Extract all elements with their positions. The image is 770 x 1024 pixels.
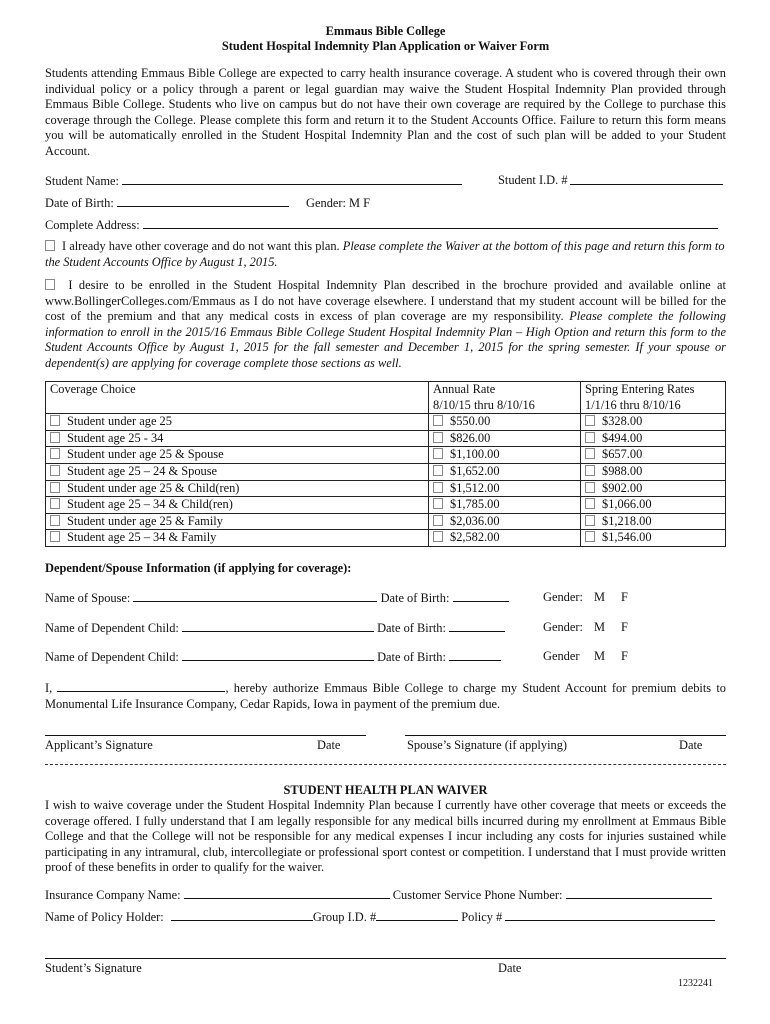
option-checkbox[interactable]	[585, 498, 595, 509]
waive-option	[45, 239, 726, 270]
child-label: Name of Dependent Child:	[45, 621, 179, 635]
cell-text: $1,785.00	[450, 497, 500, 512]
cell-text: $902.00	[602, 480, 643, 495]
spouse-gender-f[interactable]: F	[621, 590, 628, 604]
cell-text: Student under age 25 & Family	[67, 513, 223, 528]
option-checkbox[interactable]	[433, 432, 443, 443]
insurance-row	[45, 887, 726, 904]
coverage-choice-cell	[46, 480, 429, 497]
authorization	[45, 680, 726, 712]
child-gender-f[interactable]: F	[621, 620, 628, 634]
enroll-checkbox[interactable]	[45, 279, 55, 290]
option-checkbox[interactable]	[50, 531, 60, 542]
option-checkbox[interactable]	[433, 498, 443, 509]
intro-paragraph: Students attending Emmaus Bible College are expected to carry health insurance coverage. A student who is covered through their own individual policy or a policy through a parent or legal guardian may waive the Student Hospital Indemnity Plan provided through Emmaus Bible College. Students who live on campus but do not have their own coverage are required by the College to purchase this coverage through the College. Please complete this form and return it to the Student Accounts Office. Failure to return this form means you will be automatically enrolled in the Student Hospital Indemnity Plan and the cost of such plan will be added to your Student Account.	[45, 66, 726, 158]
child-row-1	[45, 620, 726, 637]
option-checkbox[interactable]	[585, 432, 595, 443]
form-title: Student Hospital Indemnity Plan Application or Waiver Form	[221, 39, 550, 53]
option-checkbox[interactable]	[50, 415, 60, 426]
option-checkbox[interactable]	[50, 448, 60, 459]
annual-rate-cell	[429, 530, 581, 547]
dob-field[interactable]	[117, 195, 289, 207]
table-header	[46, 382, 726, 414]
applicant-signature-label: Applicant’s Signature	[45, 738, 153, 752]
child-gender-m[interactable]: M	[594, 649, 606, 663]
cell-text: $2,582.00	[450, 530, 500, 545]
applicant-signature-line[interactable]	[45, 735, 366, 736]
dob-row	[45, 195, 726, 212]
table-row	[46, 513, 726, 530]
annual-rate-cell	[429, 447, 581, 464]
option-checkbox[interactable]	[50, 482, 60, 493]
cell-text: Student under age 25	[67, 414, 172, 429]
insurance-field[interactable]	[184, 887, 390, 899]
spouse-gender-m[interactable]: M	[594, 590, 606, 604]
option-checkbox[interactable]	[433, 448, 443, 459]
option-checkbox[interactable]	[433, 531, 443, 542]
applicant-date-label: Date	[317, 738, 341, 752]
form-number: 1232241	[678, 978, 713, 989]
dependent-heading: Dependent/Spouse Information (if applying for coverage):	[45, 561, 352, 575]
child-gender-label: Gender	[543, 649, 580, 663]
student-date-label: Date	[498, 961, 522, 975]
spring-rate-cell	[581, 497, 726, 514]
waive-instructions: Please complete the Waiver at the bottom of this page and return this form to the Student Accounts Office by August 1, 2015.	[45, 239, 725, 269]
table-row	[46, 530, 726, 547]
cell-text: $1,066.00	[602, 497, 652, 512]
annual-rate-cell	[429, 497, 581, 514]
student-name-field[interactable]	[122, 173, 462, 185]
enroll-text: I desire to be enrolled in the Student Hospital Indemnity Plan described in the brochure provided and available online at www.BollingerColleges.com/Emmaus as I do not have coverage elsewhere. I understand that my student account will be billed for the cost of the premium and that any medical costs in excess of plan coverage are my responsibility.	[45, 278, 726, 324]
spring-rate-cell	[581, 480, 726, 497]
option-checkbox[interactable]	[433, 415, 443, 426]
option-checkbox[interactable]	[50, 515, 60, 526]
student-signature-label: Student’s Signature	[45, 961, 142, 975]
holder-field[interactable]	[171, 909, 313, 921]
cell-text: $1,652.00	[450, 463, 500, 478]
enroll-instructions: Please complete the following information to enroll in the 2015/16 Emmaus Bible College Student Hospital Indemnity Plan – High Option and return this form to the Student Accounts Office by August 1, 2015 for the fall semester and December 1, 2015 for the spring semester. If your spouse or dependent(s) are applying for coverage complete those sections as well.	[45, 309, 726, 370]
coverage-choice-cell	[46, 414, 429, 431]
child-gender-label: Gender:	[543, 620, 583, 634]
option-checkbox[interactable]	[585, 482, 595, 493]
holder-label: Name of Policy Holder:	[45, 910, 164, 924]
annual-rate-cell	[429, 463, 581, 480]
waive-checkbox[interactable]	[45, 240, 55, 251]
coverage-choice-cell	[46, 513, 429, 530]
group-field[interactable]	[376, 909, 458, 921]
cell-text: Student age 25 – 34 & Family	[67, 530, 217, 545]
cell-text: Student age 25 - 34	[67, 430, 164, 445]
dob-label: Date of Birth:	[45, 196, 114, 210]
spring-rate-cell	[581, 530, 726, 547]
option-checkbox[interactable]	[585, 415, 595, 426]
cell-text: $494.00	[602, 430, 643, 445]
spouse-signature-label: Spouse’s Signature (if applying)	[407, 738, 568, 752]
spouse-name-field[interactable]	[133, 590, 377, 602]
child-row-2	[45, 649, 726, 666]
coverage-choice-cell	[46, 497, 429, 514]
table-row	[46, 447, 726, 464]
cell-text: Student under age 25 & Child(ren)	[67, 480, 240, 495]
coverage-choice-cell	[46, 530, 429, 547]
option-checkbox[interactable]	[50, 465, 60, 476]
cell-text: $1,512.00	[450, 480, 500, 495]
child-gender-f[interactable]: F	[621, 649, 628, 663]
cell-text: Student under age 25 & Spouse	[67, 447, 224, 462]
spring-rate-cell	[581, 513, 726, 530]
college-name: Emmaus Bible College	[325, 24, 446, 38]
cell-text: $1,546.00	[602, 530, 652, 545]
annual-rate-cell	[429, 414, 581, 431]
cell-text: $657.00	[602, 447, 643, 462]
spouse-dob-label: Date of Birth:	[380, 591, 450, 605]
gender-label[interactable]: Gender: M F	[306, 196, 371, 210]
spouse-label: Name of Spouse:	[45, 591, 131, 605]
spring-rate-cell	[581, 430, 726, 447]
table-row	[46, 430, 726, 447]
table-row	[46, 463, 726, 480]
spring-rate-cell	[581, 414, 726, 431]
waiver-paragraph: I wish to waive coverage under the Student Hospital Indemnity Plan because I currently have other coverage that meets or exceeds the coverage offered. I fully understand that I am legally responsible for any medical bills incurred during my enrollment at Emmaus Bible College and that the College will not be responsible for any medical expenses I incur including any costs for injuries sustained while participating in any intramural, club, intercollegiate or professional sport contest or competition. I understand that I must provide written proof of these benefits in order to qualify for the waiver.	[45, 798, 726, 875]
cell-text: $2,036.00	[450, 513, 500, 528]
child-dob-field[interactable]	[449, 620, 505, 632]
address-field[interactable]	[143, 217, 718, 229]
option-checkbox[interactable]	[433, 482, 443, 493]
option-checkbox[interactable]	[433, 515, 443, 526]
child-gender-m[interactable]: M	[594, 620, 606, 634]
insurance-label: Insurance Company Name:	[45, 888, 181, 902]
coverage-choice-cell	[46, 447, 429, 464]
policy-label: Policy #	[461, 910, 503, 924]
auth-i: I,	[45, 681, 53, 695]
cell-text: Student age 25 – 24 & Spouse	[67, 463, 218, 478]
address-row	[45, 217, 726, 234]
option-checkbox[interactable]	[585, 531, 595, 542]
cell-text: $826.00	[450, 430, 491, 445]
option-checkbox[interactable]	[585, 515, 595, 526]
table-row	[46, 414, 726, 431]
phone-field[interactable]	[566, 887, 712, 899]
student-name-row	[45, 173, 726, 190]
coverage-choice-cell	[46, 463, 429, 480]
spouse-date-label: Date	[679, 738, 703, 752]
address-label: Complete Address:	[45, 218, 140, 232]
cell-text: $550.00	[450, 414, 491, 429]
phone-label: Customer Service Phone Number:	[392, 888, 563, 902]
coverage-table	[45, 381, 726, 547]
spouse-gender-label: Gender:	[543, 590, 583, 604]
coverage-choice-cell	[46, 430, 429, 447]
student-name-label: Student Name:	[45, 174, 119, 188]
option-checkbox[interactable]	[585, 448, 595, 459]
policy-field[interactable]	[505, 909, 715, 921]
policy-row	[45, 909, 726, 926]
option-checkbox[interactable]	[433, 465, 443, 476]
auth-name-field[interactable]	[57, 680, 225, 692]
cell-text: $988.00	[602, 463, 643, 478]
annual-rate-cell	[429, 513, 581, 530]
spouse-dob-field[interactable]	[453, 590, 509, 602]
group-label: Group I.D. #	[312, 910, 377, 924]
coverage-choice-header: Coverage Choice	[46, 382, 429, 414]
child-name-field[interactable]	[182, 649, 374, 661]
cell-text: $1,218.00	[602, 513, 652, 528]
option-checkbox[interactable]	[50, 432, 60, 443]
cell-text: $1,100.00	[450, 447, 500, 462]
cut-line	[45, 764, 726, 765]
child-dob-label: Date of Birth:	[377, 650, 446, 664]
spouse-signature-line[interactable]	[405, 735, 726, 736]
auth-text: , hereby authorize Emmaus Bible College to charge my Student Account for premium debits to Monumental Life Insurance Company, Cedar Rapids, Iowa in payment of the premium due.	[45, 681, 726, 711]
spouse-row	[45, 590, 726, 607]
waiver-heading: STUDENT HEALTH PLAN WAIVER	[283, 783, 488, 797]
option-checkbox[interactable]	[50, 498, 60, 509]
enroll-option	[45, 278, 726, 372]
student-id-field[interactable]	[570, 173, 723, 185]
student-signature-line[interactable]	[45, 958, 726, 959]
table-row	[46, 480, 726, 497]
spring-rate-cell	[581, 463, 726, 480]
waive-text: I already have other coverage and do not want this plan.	[62, 239, 340, 253]
table-row	[46, 497, 726, 514]
option-checkbox[interactable]	[585, 465, 595, 476]
cell-text: $328.00	[602, 414, 643, 429]
child-dob-field[interactable]	[449, 649, 501, 661]
spring-rate-header: Spring Entering Rates 1/1/16 thru 8/10/16	[581, 382, 726, 414]
annual-rate-header: Annual Rate 8/10/15 thru 8/10/16	[429, 382, 581, 414]
cell-text: Student age 25 – 34 & Child(ren)	[67, 497, 233, 512]
annual-rate-cell	[429, 480, 581, 497]
child-name-field[interactable]	[182, 620, 374, 632]
spring-rate-cell	[581, 447, 726, 464]
annual-rate-cell	[429, 430, 581, 447]
child-label: Name of Dependent Child:	[45, 650, 179, 664]
student-id-label: Student I.D. #	[498, 173, 568, 187]
child-dob-label: Date of Birth:	[377, 621, 446, 635]
